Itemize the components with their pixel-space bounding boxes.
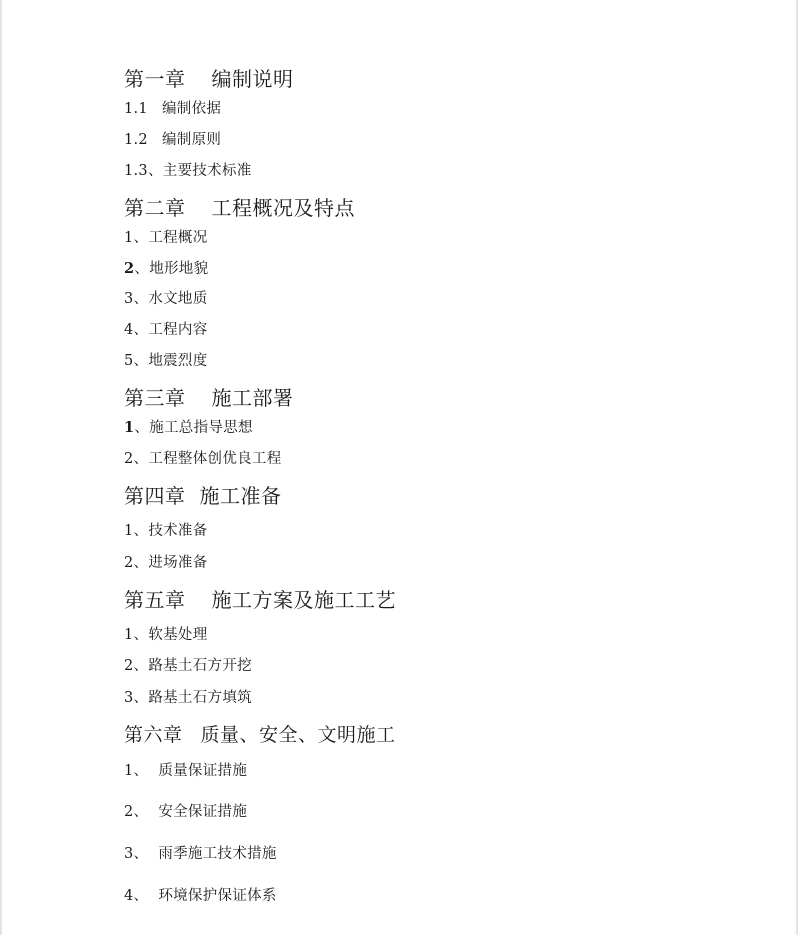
toc-item-text: 地震烈度 (148, 353, 208, 369)
toc-item (124, 884, 277, 905)
toc-item-text: 进场准备 (148, 555, 208, 571)
toc-item (124, 759, 247, 780)
toc-item-text: 、施工总指导思想 (134, 420, 253, 436)
chapter-3-label: 第三章 (124, 386, 186, 410)
toc-item (124, 287, 208, 308)
chapter-3-title: 施工部署 (211, 386, 294, 410)
chapter-2-label: 第二章 (124, 196, 186, 220)
toc-item-number: 1、 (124, 230, 149, 246)
chapter-5-label: 第五章 (124, 588, 186, 612)
toc-item (124, 623, 208, 644)
toc-item-text: 雨季施工技术措施 (158, 846, 277, 862)
toc-item-number: 1.2 (124, 132, 148, 148)
toc-item-text: 技术准备 (148, 523, 208, 539)
toc-item-text: 编制原则 (161, 132, 222, 148)
toc-item-number: 1.3、 (124, 163, 163, 179)
toc-item-number: 2、 (124, 451, 149, 467)
toc-item-text: 环境保护保证体系 (158, 888, 277, 904)
toc-item-text: 工程概况 (148, 230, 208, 246)
chapter-5-title: 施工方案及施工工艺 (211, 588, 396, 612)
chapter-2-title: 工程概况及特点 (211, 196, 355, 220)
chapter-6-title: 质量、安全、文明施工 (200, 724, 396, 746)
toc-item-number: 3、 (124, 846, 149, 862)
toc-item-text: 主要技术标准 (162, 163, 252, 179)
chapter-1-label: 第一章 (124, 67, 186, 91)
toc-item (124, 654, 252, 675)
toc-item-text: 工程整体创优良工程 (148, 451, 282, 467)
chapter-3-heading (124, 382, 294, 411)
chapter-1-heading (124, 63, 294, 92)
toc-item (124, 447, 282, 468)
toc-item-number: 5、 (124, 353, 149, 369)
toc-item-number: 4、 (124, 322, 149, 338)
toc-item (124, 842, 277, 863)
chapter-1-title: 编制说明 (211, 67, 294, 91)
toc-item-number: 1 (124, 419, 135, 436)
chapter-2-heading (124, 192, 355, 221)
toc-item-text: 安全保证措施 (158, 804, 248, 820)
toc-item-number: 3、 (124, 291, 149, 307)
toc-item (124, 349, 208, 370)
chapter-4-title: 施工准备 (199, 484, 282, 508)
toc-item (124, 686, 252, 707)
toc-item (124, 519, 208, 540)
toc-item (124, 97, 221, 118)
toc-item-number: 1.1 (124, 101, 148, 117)
toc-item (124, 318, 208, 339)
toc-item-number: 2 (124, 260, 135, 277)
toc-item (124, 257, 208, 278)
toc-item-number: 1、 (124, 523, 149, 539)
toc-item (124, 159, 252, 180)
toc-item-number: 2、 (124, 658, 149, 674)
toc-item (124, 416, 253, 437)
toc-item-number: 1、 (124, 627, 149, 643)
toc-item-number: 4、 (124, 888, 149, 904)
toc-item-text: 编制依据 (161, 101, 222, 117)
chapter-4-label: 第四章 (124, 484, 186, 508)
toc-item-number: 2、 (124, 555, 149, 571)
chapter-6-label: 第六章 (124, 724, 183, 746)
toc-item-text: 水文地质 (148, 291, 208, 307)
toc-item (124, 800, 247, 821)
chapter-4-heading (124, 480, 282, 509)
toc-item-text: 、地形地貌 (134, 261, 209, 277)
toc-item-text: 工程内容 (148, 322, 208, 338)
toc-item-text: 软基处理 (148, 627, 208, 643)
chapter-5-heading (124, 584, 396, 613)
page-edge-left (0, 0, 3, 935)
toc-item (124, 128, 221, 149)
toc-item (124, 226, 208, 247)
toc-item-number: 3、 (124, 690, 149, 706)
chapter-6-heading (124, 720, 396, 747)
toc-item-number: 2、 (124, 804, 149, 820)
toc-item-number: 1、 (124, 763, 149, 779)
toc-item-text: 质量保证措施 (158, 763, 248, 779)
toc-item-text: 路基土石方填筑 (148, 690, 252, 706)
toc-item-text: 路基土石方开挖 (148, 658, 252, 674)
toc-item (124, 551, 208, 572)
